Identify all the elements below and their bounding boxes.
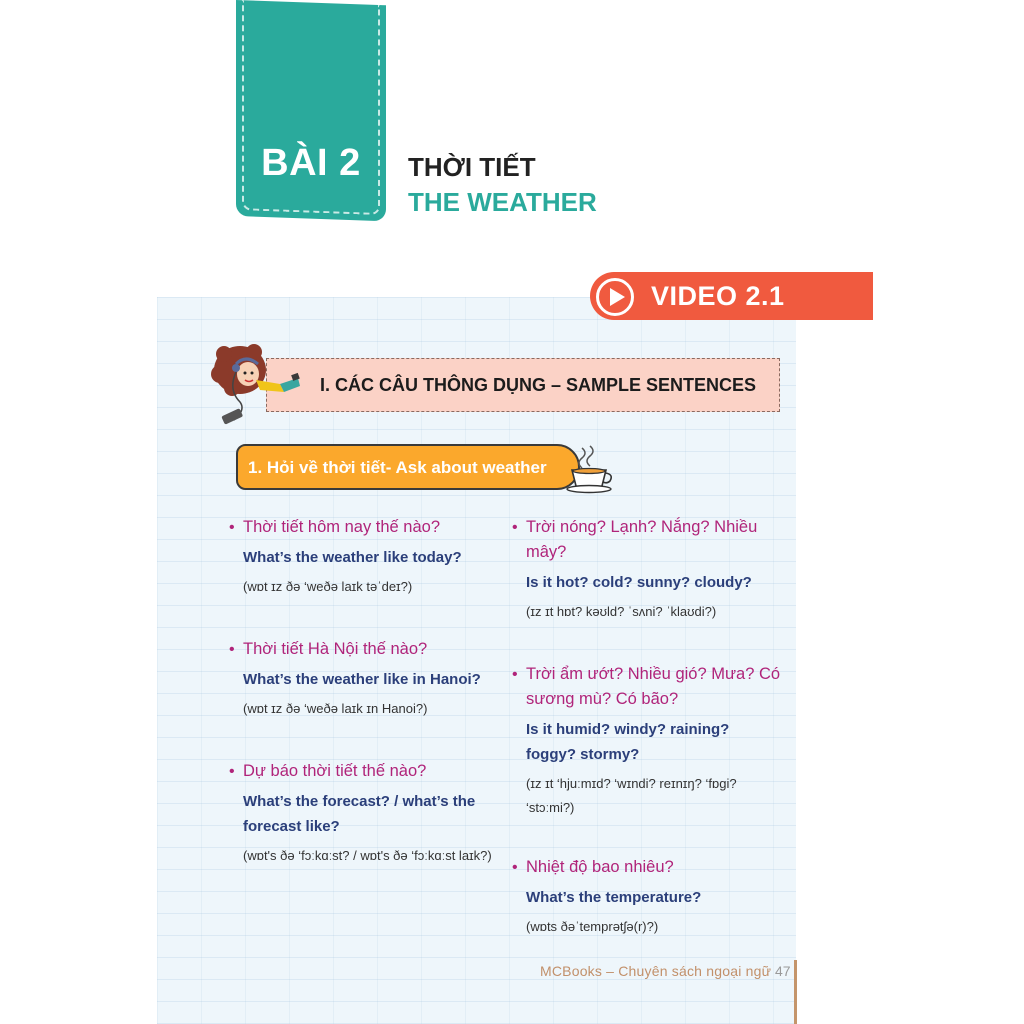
phrase-english: What’s the forecast? / what’s the forecast like?	[243, 793, 476, 835]
topic-title: 1. Hỏi về thời tiết- Ask about weather	[248, 458, 547, 477]
lesson-number: BÀI 2	[261, 142, 361, 184]
phrase-vietnamese: Trời nóng? Lạnh? Nắng? Nhiều mây?	[526, 518, 758, 561]
phrase-english: What’s the weather like in Hanoi?	[243, 671, 481, 688]
phrase-english: Is it humid? windy? raining? foggy? stormy?	[526, 721, 730, 763]
play-circle-icon[interactable]	[596, 278, 634, 316]
lesson-tab	[236, 0, 386, 221]
bullet-icon: •	[229, 641, 235, 658]
lesson-title-english: THE WEATHER	[408, 187, 597, 217]
phrase-vietnamese: Thời tiết Hà Nội thế nào?	[243, 640, 428, 658]
phrase-english: What’s the weather like today?	[243, 549, 462, 566]
video-label: VIDEO 2.1	[651, 281, 785, 311]
bullet-icon: •	[512, 859, 518, 876]
phrase-vietnamese: Trời ẩm ướt? Nhiều gió? Mưa? Có sương mù? Có bão?	[526, 665, 781, 708]
page-number: 47	[775, 963, 791, 979]
phrase-item	[229, 515, 498, 599]
phrase-ipa: (ɪz ɪt ‘hjuːmɪd? ‘wɪndi? reɪnɪŋ? ‘fɒgi? ‘stɔːmi?)	[526, 776, 737, 815]
phrase-english: What’s the temperature?	[526, 889, 702, 906]
phrase-ipa: (wɒts ðəˈtemprətʃə(r)?)	[526, 919, 659, 934]
footer-brand: MCBooks – Chuyên sách ngoại ngữ	[540, 963, 772, 979]
phrase-item	[512, 515, 781, 624]
phrase-vietnamese: Nhiệt độ bao nhiêu?	[526, 858, 674, 876]
bullet-icon: •	[512, 519, 518, 536]
bullet-icon: •	[512, 666, 518, 683]
bullet-icon: •	[229, 519, 235, 536]
section-title: I. CÁC CÂU THÔNG DỤNG – SAMPLE SENTENCES	[320, 375, 757, 395]
girl-with-headphones-illustration	[210, 340, 305, 428]
phrase-ipa: (wɒt's ðə ‘fɔːkɑːst? / wɒt's ðə ‘fɔːkɑːst laɪk?)	[243, 848, 492, 863]
phrase-item	[229, 637, 498, 721]
phrase-vietnamese: Thời tiết hôm nay thế nào?	[243, 518, 441, 536]
phrase-item	[512, 662, 781, 820]
phrase-english: Is it hot? cold? sunny? cloudy?	[526, 574, 752, 591]
phrase-ipa: (wɒt ɪz ðə ‘weðə laɪk təˈdeɪ?)	[243, 579, 413, 594]
phrase-item	[512, 855, 781, 939]
phrase-vietnamese: Dự báo thời tiết thế nào?	[243, 762, 427, 780]
phrase-ipa: (wɒt ɪz ðə ‘weðə laɪk ɪn Hanoi?)	[243, 701, 428, 716]
bullet-icon: •	[229, 763, 235, 780]
phrase-ipa: (ɪz ɪt hɒt? kəʊld? ˈsʌni? ˈklaʊdi?)	[526, 604, 717, 619]
phrase-item	[229, 759, 498, 868]
coffee-cup-icon	[562, 444, 616, 494]
page-edge-line	[794, 960, 797, 1024]
lesson-title-vietnamese: THỜI TIẾT	[408, 152, 536, 182]
